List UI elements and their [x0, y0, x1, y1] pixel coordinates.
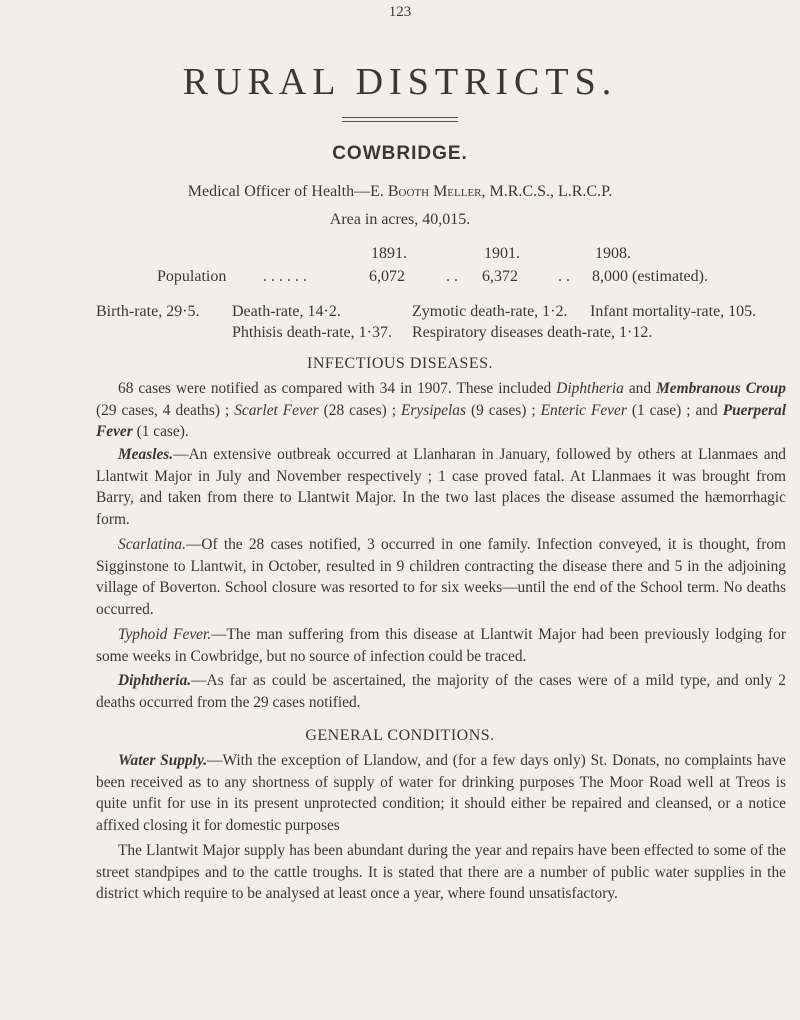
- moh-suffix: , M.R.C.S., L.R.C.P.: [481, 183, 613, 200]
- diphtheria-label: Diphtheria.: [118, 672, 192, 689]
- croup-term: Membranous Croup: [656, 380, 786, 397]
- water-supply-paragraph: [96, 750, 786, 836]
- page-title: RURAL DISTRICTS.: [182, 61, 618, 103]
- infectious-summary-paragraph: [96, 378, 786, 443]
- moh-name: Booth Meller: [387, 183, 482, 200]
- diphtheria-term: Diphtheria: [556, 380, 624, 397]
- llantwit-supply-paragraph: [96, 840, 786, 905]
- summary-text: (9 cases) ;: [466, 401, 541, 419]
- population-leader-2: . .: [446, 268, 458, 285]
- infant-mortality-rate: Infant mortality-rate, 105.: [590, 303, 757, 320]
- summary-text: (28 cases) ;: [318, 401, 402, 419]
- summary-text: and: [623, 380, 657, 397]
- enteric-fever-term: Enteric Fever: [540, 401, 627, 419]
- typhoid-paragraph: [96, 624, 786, 667]
- general-conditions-heading: GENERAL CONDITIONS.: [305, 727, 495, 744]
- scarlet-fever-term: Scarlet Fever: [234, 401, 319, 419]
- puerperal-fever-term: Puerperal Fever: [96, 401, 786, 441]
- llantwit-supply-text: The Llantwit Major supply has been abundant during the year and repairs have been effected to some of the street standpipes and to the cattle troughs. It is stated that there are a number of public water supplies in the district which require to be analysed at least once a year, where found unsatisfactory.: [96, 842, 786, 903]
- birth-rate: Birth-rate, 29·5.: [96, 303, 200, 320]
- measles-label: Measles.: [118, 446, 174, 463]
- death-rate: Death-rate, 14·2.: [232, 303, 341, 320]
- respiratory-death-rate: Respiratory diseases death-rate, 1·12.: [412, 324, 653, 341]
- year-1908: 1908.: [595, 245, 631, 262]
- population-label: Population: [157, 268, 227, 285]
- zymotic-death-rate: Zymotic death-rate, 1·2.: [412, 303, 568, 320]
- divider-rule-bottom: [342, 121, 458, 122]
- measles-paragraph: [96, 444, 786, 530]
- infectious-diseases-heading: INFECTIOUS DISEASES.: [306, 355, 493, 372]
- scarlatina-paragraph: [96, 534, 786, 620]
- district-heading: COWBRIDGE.: [332, 143, 468, 164]
- water-supply-text: —With the exception of Llandow, and (for a few days only) St. Donats, no complaints have been received as to any shortness of supply of water for drinking purposes The Moor Road well at Treos is quite unfit for use in its present unprotected condition; it should either be repaired and cleansed, or a notice affixed closing it for domestic purposes: [96, 752, 787, 834]
- divider-rule-top: [342, 117, 458, 118]
- summary-text: (1 case).: [132, 423, 189, 441]
- summary-text: (1 case) ; and: [626, 401, 723, 419]
- erysipelas-term: Erysipelas: [401, 401, 466, 419]
- population-1908: 8,000 (estimated).: [592, 268, 708, 285]
- page-number: 123: [388, 4, 412, 20]
- phthisis-death-rate: Phthisis death-rate, 1·37.: [232, 324, 392, 341]
- diphtheria-paragraph: [96, 670, 786, 713]
- summary-text: (29 cases, 4 deaths) ;: [96, 401, 235, 419]
- year-1901: 1901.: [484, 245, 520, 262]
- population-1901: 6,372: [482, 268, 518, 285]
- typhoid-text: —The man suffering from this disease at Llantwit Major had been previously lodging for some weeks in Cowbridge, but no source of infection could be traced.: [96, 626, 786, 665]
- scarlatina-text: —Of the 28 cases notified, 3 occurred in one family. Infection conveyed, it is thought, from Sigginstone to Llantwit, in October, resulted in 9 children contracting the disease there and 5 in the adjoining village of Boverton. School closure was resorted to for six weeks—until the end of the School term. No deaths occurred.: [96, 536, 786, 618]
- measles-text: —An extensive outbreak occurred at Llanharan in January, followed by others at Llanmaes and Llantwit Major in July and November respectively ; 1 case proved fatal. At Llanmaes it was brought from Barry, and taken from there to Llantwit Major. In the two last places the disease assumed the hæmorrhagic form.: [96, 446, 786, 528]
- water-supply-label: Water Supply.: [118, 752, 208, 769]
- scarlatina-label: Scarlatina.: [118, 536, 186, 553]
- summary-text: 68 cases were notified as compared with 34 in 1907. These included: [118, 380, 557, 397]
- population-leader-1: . . . . . .: [263, 268, 307, 285]
- area-line: Area in acres, 40,015.: [329, 211, 471, 228]
- moh-prefix: Medical Officer of Health—E.: [187, 183, 388, 200]
- medical-officer-line: [0, 183, 800, 201]
- population-1891: 6,072: [369, 268, 405, 285]
- diphtheria-text: —As far as could be ascertained, the majority of the cases were of a mild type, and only 2 deaths occurred from the 29 cases notified.: [96, 672, 786, 711]
- typhoid-label: Typhoid Fever.: [118, 626, 212, 643]
- year-1891: 1891.: [371, 245, 407, 262]
- population-leader-3: . .: [558, 268, 570, 285]
